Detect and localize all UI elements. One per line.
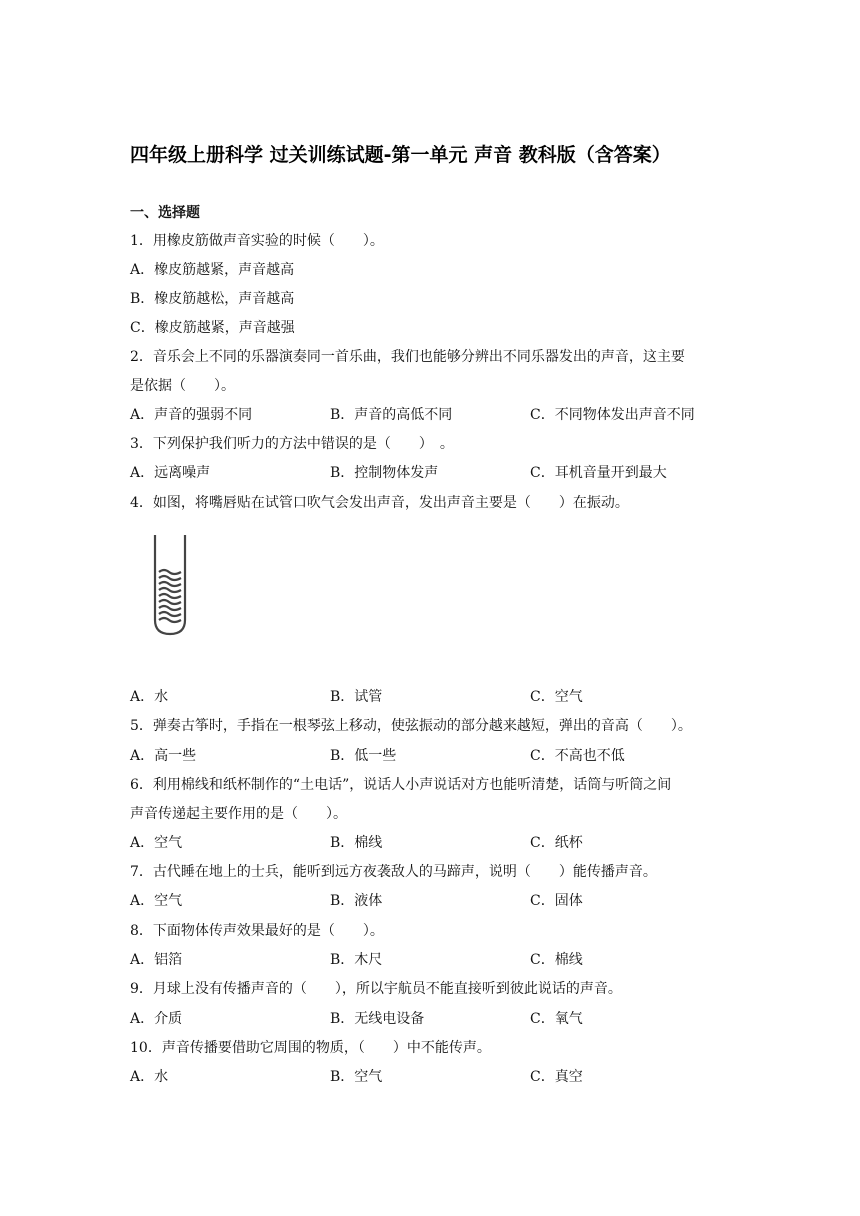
question-2-cont: 是依据（ ）。 — [130, 378, 235, 394]
q2-option-b: B．声音的高低不同 — [330, 407, 453, 423]
q4-option-a: A．水 — [130, 689, 169, 705]
q6-option-c: C．纸杯 — [530, 835, 583, 851]
q8-option-b: B．木尺 — [330, 952, 383, 968]
q7-option-c: C．固体 — [530, 893, 583, 909]
question-7: 7．古代睡在地上的士兵，能听到远方夜袭敌人的马蹄声，说明（ ）能传播声音。 — [130, 864, 657, 880]
q10-option-b: B．空气 — [330, 1069, 383, 1085]
q10-option-a: A．水 — [130, 1069, 169, 1085]
q3-option-a: A．远离噪声 — [130, 465, 211, 481]
question-6-cont: 声音传递起主要作用的是（ ）。 — [130, 806, 347, 822]
q9-option-a: A．介质 — [130, 1011, 183, 1027]
q8-option-c: C．棉线 — [530, 952, 583, 968]
q10-option-c: C．真空 — [530, 1069, 583, 1085]
question-9: 9．月球上没有传播声音的（ ），所以宇航员不能直接听到彼此说话的声音。 — [130, 981, 622, 997]
question-5: 5．弹奏古筝时，手指在一根琴弦上移动，使弦振动的部分越来越短，弹出的音高（ ）。 — [130, 718, 692, 734]
q6-option-a: A．空气 — [130, 835, 183, 851]
q5-option-a: A．高一些 — [130, 748, 197, 764]
q4-option-c: C．空气 — [530, 689, 583, 705]
question-8: 8．下面物体传声效果最好的是（ ）。 — [130, 923, 384, 939]
q3-option-b: B．控制物体发声 — [330, 465, 439, 481]
test-tube-figure — [150, 532, 190, 637]
q5-option-b: B．低一些 — [330, 748, 397, 764]
q1-option-a: A．橡皮筋越紧，声音越高 — [130, 262, 295, 278]
question-10: 10．声音传播要借助它周围的物质，（ ）中不能传声。 — [130, 1040, 491, 1056]
section-heading: 一、选择题 — [130, 205, 200, 221]
q5-option-c: C．不高也不低 — [530, 748, 625, 764]
question-4: 4．如图，将嘴唇贴在试管口吹气会发出声音，发出声音主要是（ ）在振动。 — [130, 495, 629, 511]
q2-option-c: C．不同物体发出声音不同 — [530, 407, 695, 423]
question-3: 3．下列保护我们听力的方法中错误的是（ ） 。 — [130, 436, 454, 452]
q2-option-a: A．声音的强弱不同 — [130, 407, 253, 423]
q9-option-b: B．无线电设备 — [330, 1011, 425, 1027]
question-2: 2．音乐会上不同的乐器演奏同一首乐曲，我们也能够分辨出不同乐器发出的声音，这主要 — [130, 349, 685, 365]
q3-option-c: C．耳机音量开到最大 — [530, 465, 667, 481]
question-6: 6．利用棉线和纸杯制作的“土电话”，说话人小声说话对方也能听清楚，话筒与听筒之间 — [130, 777, 672, 793]
q8-option-a: A．铝箔 — [130, 952, 183, 968]
q6-option-b: B．棉线 — [330, 835, 383, 851]
q7-option-b: B．液体 — [330, 893, 383, 909]
question-1: 1．用橡皮筋做声音实验的时候（ ）。 — [130, 233, 384, 249]
document-title: 四年级上册科学 过关训练试题-第一单元 声音 教科版（含答案） — [130, 144, 671, 166]
q1-option-c: C．橡皮筋越紧，声音越强 — [130, 320, 295, 336]
q7-option-a: A．空气 — [130, 893, 183, 909]
q1-option-b: B．橡皮筋越松，声音越高 — [130, 291, 295, 307]
q4-option-b: B．试管 — [330, 689, 383, 705]
q9-option-c: C．氧气 — [530, 1011, 583, 1027]
